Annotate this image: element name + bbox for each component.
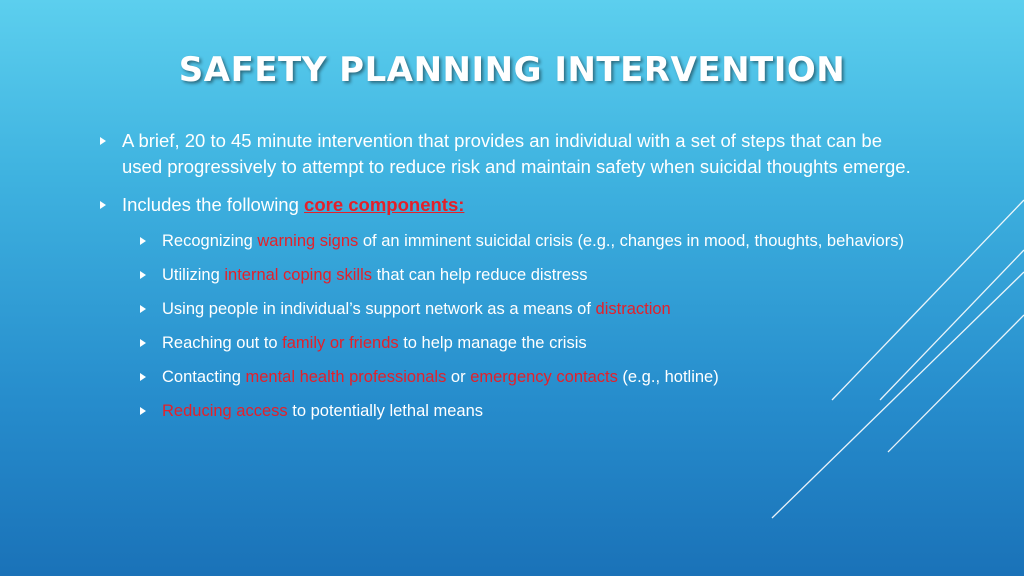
sub-bullet-text (162, 298, 920, 320)
sub-bullet-post: of an imminent suicidal crisis (e.g., changes in mood, thoughts, behaviors) (358, 232, 904, 250)
sub-bullet-arrow-icon (140, 332, 162, 354)
sub-bullet-highlight-2: emergency contacts (470, 368, 618, 386)
sub-bullet-text (162, 332, 920, 354)
sub-bullet-item (140, 230, 920, 252)
sub-bullet-arrow-icon (140, 298, 162, 320)
core-components-emphasis: core components: (304, 194, 465, 215)
sub-bullet-pre: Reaching out to (162, 334, 283, 352)
sub-bullet-item (140, 400, 920, 422)
sub-bullet-text (162, 264, 920, 286)
bullet-arrow-icon (100, 128, 122, 154)
sub-bullet-item (140, 264, 920, 286)
sub-bullet-highlight: family or friends (282, 334, 399, 352)
sub-bullet-arrow-icon (140, 366, 162, 388)
sub-bullet-text (162, 400, 920, 422)
sub-bullet-pre: Using people in individual’s support network as a means of (162, 300, 596, 318)
sub-bullet-arrow-icon (140, 264, 162, 286)
sub-bullet-highlight: mental health professionals (245, 368, 447, 386)
sub-bullet-text (162, 230, 920, 252)
bullet-text-pre: Includes the following (122, 194, 305, 215)
sub-bullet-item (140, 366, 920, 388)
bullet-item (100, 128, 920, 180)
sub-bullet-item (140, 332, 920, 354)
slide-body (100, 128, 920, 434)
sub-bullet-highlight: internal coping skills (224, 266, 373, 284)
sub-bullet-post: that can help reduce distress (372, 266, 588, 284)
sub-bullet-pre: Contacting (162, 368, 246, 386)
sub-bullet-highlight: Reducing access (162, 402, 288, 420)
slide-title: SAFETY PLANNING INTERVENTION (178, 50, 846, 90)
sub-bullet-post: to help manage the crisis (398, 334, 587, 352)
sub-bullet-arrow-icon (140, 230, 162, 252)
bullet-text: A brief, 20 to 45 minute intervention that provides an individual with a set of steps that can be used progressively to attempt to reduce risk and maintain safety when suicidal thoughts emerge. (122, 130, 911, 177)
bullet-text (122, 192, 920, 218)
sub-bullet-pre: Recognizing (162, 232, 258, 250)
sub-bullet-highlight: distraction (595, 300, 671, 318)
sub-bullet-post: to potentially lethal means (287, 402, 484, 420)
sub-bullet-mid: or (446, 368, 471, 386)
sub-bullet-highlight: warning signs (257, 232, 359, 250)
sub-bullet-pre: Utilizing (162, 266, 225, 284)
sub-bullet-post: (e.g., hotline) (617, 368, 719, 386)
bullet-item (100, 192, 920, 218)
sub-bullet-item (140, 298, 920, 320)
bullet-arrow-icon (100, 192, 122, 218)
sub-bullet-arrow-icon (140, 400, 162, 422)
sub-bullet-text (162, 366, 920, 388)
